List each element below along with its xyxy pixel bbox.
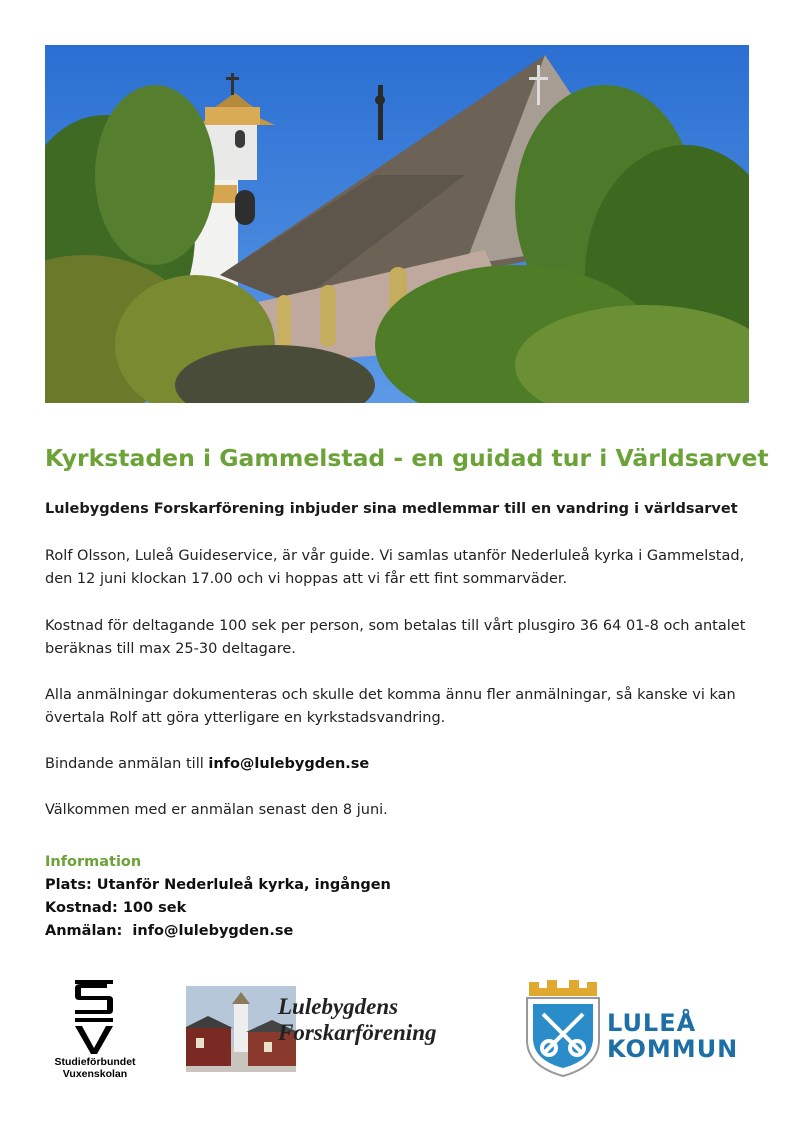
binding-prefix: Bindande anmälan till xyxy=(45,756,209,772)
paragraph-binding xyxy=(45,753,755,776)
crest-icon xyxy=(525,978,601,1078)
hero-photo xyxy=(45,45,749,403)
lulea-kommun-logo xyxy=(525,978,755,1078)
svv-line1: Studieförbundet xyxy=(54,1056,136,1068)
lulebygden-line2: Forskarförening xyxy=(278,1020,437,1045)
info-signup: Anmälan: info@lulebygden.se xyxy=(45,923,294,939)
email-link[interactable]: info@lulebygden.se xyxy=(208,756,370,772)
info-cost: Kostnad: 100 sek xyxy=(45,900,187,916)
lulebygden-line1: Lulebygdens xyxy=(278,994,399,1019)
lulebygden-logo xyxy=(186,986,486,1072)
paragraph-guide: Rolf Olsson, Luleå Guideservice, är vår guide. Vi samlas utanför Nederluleå kyrka i Gammelstad, den 12 juni klockan 17.00 och vi hoppas att vi får ett fint sommarväder. xyxy=(45,548,745,587)
svv-mark-icon xyxy=(45,978,145,1054)
svv-logo xyxy=(45,978,145,1080)
page-title: Kyrkstaden i Gammelstad - en guidad tur i Världsarvet xyxy=(45,444,769,472)
svv-line2: Vuxenskolan xyxy=(62,1068,128,1080)
kommun-line2: KOMMUN xyxy=(607,1035,739,1063)
paragraph-signups: Alla anmälningar dokumenteras och skulle det komma ännu fler anmälningar, så kanske vi kan övertala Rolf att göra ytterligare en kyrkstadsvandring. xyxy=(45,687,736,726)
info-place: Plats: Utanför Nederluleå kyrka, ingången xyxy=(45,877,391,893)
info-heading: Information xyxy=(45,854,142,870)
paragraph-welcome: Välkommen med er anmälan senast den 8 juni. xyxy=(45,802,388,818)
lead-text: Lulebygdens Forskarförening inbjuder sina medlemmar till en vandring i världsarvet xyxy=(45,501,738,517)
kommun-line1: LULEÅ xyxy=(607,1009,697,1037)
church-illustration xyxy=(45,45,749,403)
paragraph-cost: Kostnad för deltagande 100 sek per person, som betalas till vårt plusgiro 36 64 01-8 och antalet beräknas till max 25-30 deltagare. xyxy=(45,618,746,657)
